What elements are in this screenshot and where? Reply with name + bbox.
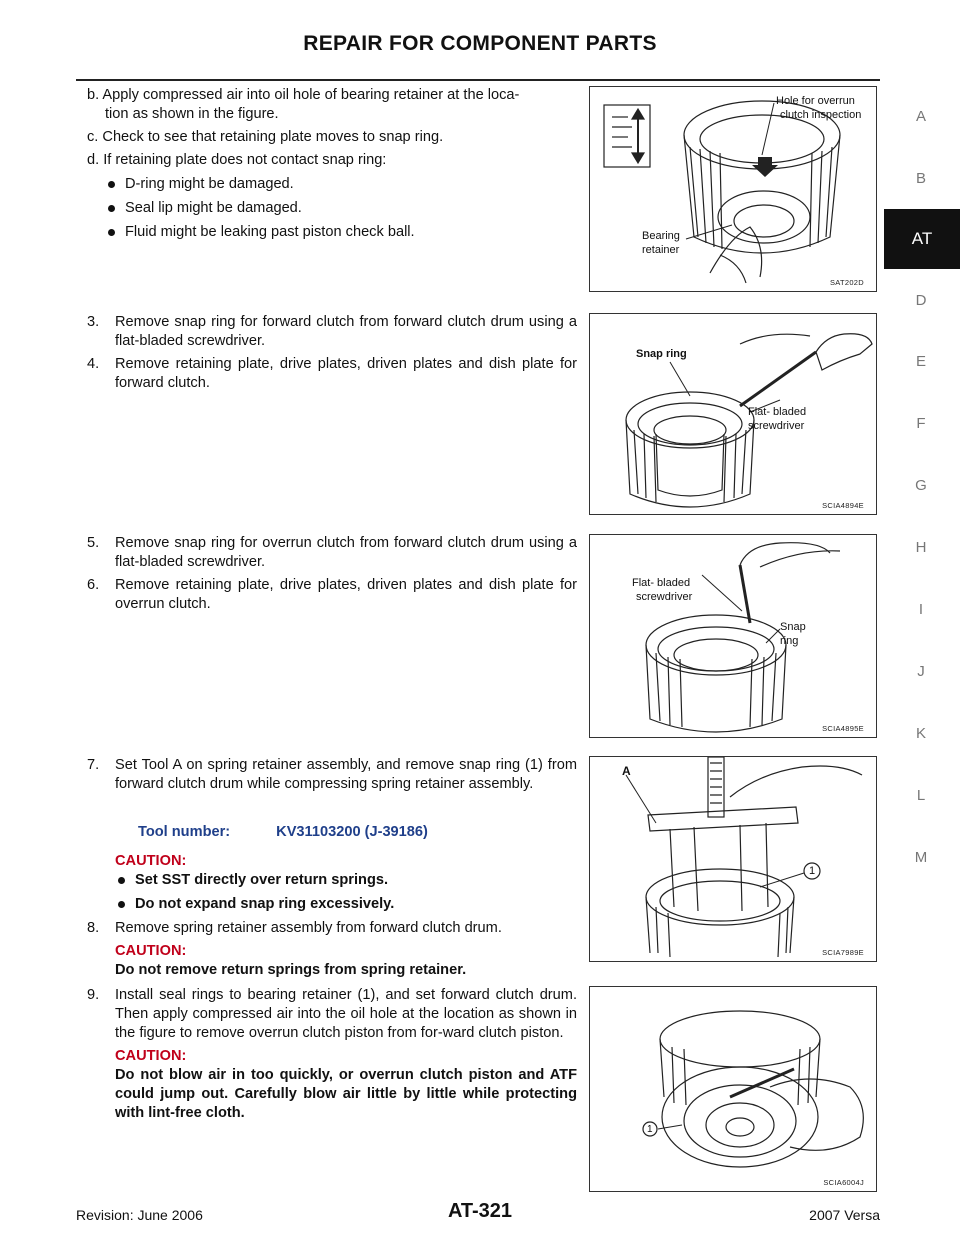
section-tab-k[interactable]: K [915,725,926,742]
caution-text: Do not blow air in too quickly, or overrun clutch piston and ATF could jump out. Carefully blow air little by little while protecting with lint-free cloth. [115,1067,577,1121]
tool-number-line [138,824,428,840]
tool-number-value: KV31103200 (J-39186) [276,824,428,840]
caution-label: CAUTION: [115,1048,187,1064]
section-tab-at[interactable]: AT [884,209,960,269]
figure-code: SCIA7989E [822,948,864,957]
step-8 [87,919,577,938]
figure-illustration [590,757,877,962]
label-flat-line-1: Flat- bladed [748,406,807,418]
step-text: Remove retaining plate, drive plates, driven plates and dish plate for forward clutch. [115,356,577,391]
section-tab-a[interactable]: A [915,108,926,125]
step-9-block [87,986,577,1128]
step-b-block [87,86,577,247]
bullet-item: Seal lip might be damaged. [105,199,577,218]
figure-spring-retainer-tool [589,756,877,962]
figure-code: SAT202D [829,278,864,287]
bullet-item: D-ring might be damaged. [105,175,577,194]
caution-bullet: Do not expand snap ring excessively. [115,895,577,914]
step-text: Set Tool A on spring retainer assembly, and remove snap ring (1) from forward clutch drum while compressing spring retainer assembly. [115,757,577,792]
caution-text: Do not remove return springs from spring retainer. [115,962,467,978]
title-divider [76,79,880,81]
footer-revision: Revision: June 2006 [76,1207,203,1223]
step-9 [87,986,577,1043]
step-5 [87,534,577,572]
footer-model: 2007 Versa [809,1207,880,1223]
tool-number-label: Tool number: [138,824,231,840]
step-text: Remove snap ring for forward clutch from forward clutch drum using a flat-bladed screwdriver. [115,314,577,349]
step-text: Remove retaining plate, drive plates, driven plates and dish plate for overrun clutch. [115,577,577,612]
section-tab-d[interactable]: D [915,292,927,309]
figure-bearing-retainer [589,86,877,292]
steps-3-4-block [87,313,577,397]
label-hole-line-2: clutch inspection [780,109,862,121]
step-text: Remove spring retainer assembly from forward clutch drum. [115,920,502,936]
figure-code: SCIA4894E [822,501,864,510]
label-snap-ring: Snap ring [636,348,687,360]
label-callout-1: 1 [647,1124,653,1135]
section-tab-i[interactable]: I [918,601,924,618]
step-b-line-2: tion as shown in the figure. [105,106,279,122]
figure-overrun-snap-ring [589,534,877,738]
page-title: REPAIR FOR COMPONENT PARTS [303,32,657,55]
step-number: 5. [87,535,100,551]
step-number: 4. [87,356,100,372]
label-snap-line-2: ring [780,635,799,647]
label-snap-line-1: Snap [780,621,806,633]
step-number: 7. [87,757,100,773]
figure-illustration [590,535,877,738]
section-tab-b[interactable]: B [915,170,926,187]
steps-5-6-block [87,534,577,618]
step-number: 6. [87,577,100,593]
step-7 [87,756,577,794]
footer-page-number: AT-321 [447,1200,513,1222]
caution-bullet: Set SST directly over return springs. [115,871,577,890]
label-bearing-line-2: retainer [642,244,680,256]
label-flat-line-2: screwdriver [636,591,693,603]
label-tool-a: A [622,764,631,778]
step-text: Install seal rings to bearing retainer (1), and set forward clutch drum. Then apply compressed air into the oil hole at the location as shown in the figure to remove overrun clutch piston from for-ward clutch piston. [115,987,577,1041]
step-7-caution-block [87,846,577,985]
caution-label: CAUTION: [115,943,187,959]
caution-label: CAUTION: [115,853,187,869]
step-number: 9. [87,987,100,1003]
figure-forward-snap-ring [589,313,877,515]
figure-illustration [590,987,877,1192]
step-6 [87,576,577,614]
figure-code: SCIA4895E [822,724,864,733]
label-bearing-line-1: Bearing [642,230,680,242]
step-7-block [87,756,577,798]
section-tab-m[interactable]: M [914,849,928,866]
bullet-item: Fluid might be leaking past piston check ball. [105,223,577,242]
step-d-text: d. If retaining plate does not contact snap ring: [87,152,387,168]
step-3 [87,313,577,351]
section-tab-j[interactable]: J [917,663,925,680]
figure-illustration [590,314,877,515]
section-tab-e[interactable]: E [915,353,926,370]
figure-code: SCIA6004J [823,1178,864,1187]
section-tab-g[interactable]: G [915,477,927,494]
section-tab-f[interactable]: F [916,415,926,432]
step-number: 3. [87,314,100,330]
figure-overrun-piston-removal [589,986,877,1192]
label-callout-1: 1 [809,865,816,877]
step-c-text: c. Check to see that retaining plate moves to snap ring. [87,129,444,145]
section-tab-h[interactable]: H [915,539,927,556]
section-index-tabs [882,96,960,976]
step-b-line-1: b. Apply compressed air into oil hole of bearing retainer at the loca- [87,87,520,103]
label-hole-line-1: Hole for overrun [776,95,855,107]
step-number: 8. [87,920,100,936]
step-4 [87,355,577,393]
section-tab-l[interactable]: L [916,787,926,804]
label-flat-line-1: Flat- bladed [632,577,691,589]
step-text: Remove snap ring for overrun clutch from forward clutch drum using a flat-bladed screwdriver. [115,535,577,570]
label-flat-line-2: screwdriver [748,420,805,432]
